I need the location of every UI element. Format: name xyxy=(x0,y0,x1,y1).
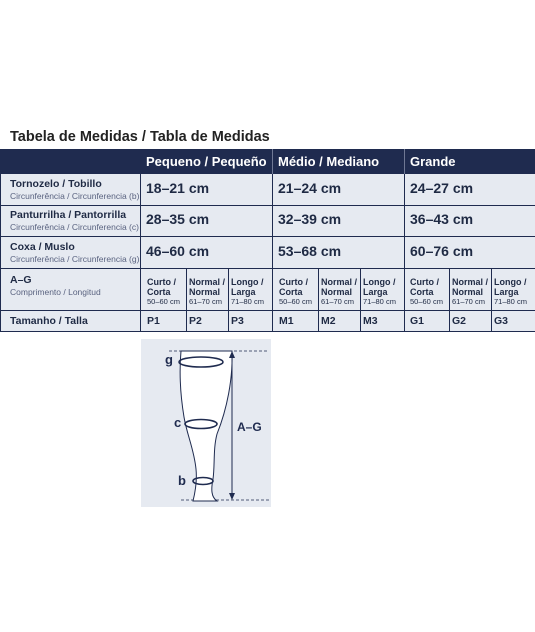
size-code: M3 xyxy=(363,315,378,327)
value-small: 28–35 cm xyxy=(146,211,210,227)
length-cell-line2: Larga xyxy=(494,287,519,297)
row-title: Panturrilha / Pantorrilla xyxy=(10,209,127,221)
length-cell xyxy=(410,277,443,307)
row-calf xyxy=(0,206,535,236)
length-cell-range: 61–70 cm xyxy=(321,297,354,306)
row-sizes xyxy=(0,311,535,331)
row-title: Tornozelo / Tobillo xyxy=(10,178,102,190)
sub-column-divider xyxy=(449,269,450,332)
row-label xyxy=(10,274,101,297)
length-cell-range: 71–80 cm xyxy=(363,297,396,306)
sub-column-divider xyxy=(228,269,229,332)
length-cell-range: 50–60 cm xyxy=(147,297,180,306)
value-medium: 53–68 cm xyxy=(278,243,342,259)
sub-column-divider xyxy=(186,269,187,332)
value-small: 46–60 cm xyxy=(146,243,210,259)
sub-column-divider xyxy=(318,269,319,332)
sub-column-divider xyxy=(360,269,361,332)
size-code: M1 xyxy=(279,315,294,327)
size-code: P3 xyxy=(231,315,244,327)
size-code: G1 xyxy=(410,315,425,327)
length-cell-line1: Curto / xyxy=(147,277,176,287)
header-divider xyxy=(404,149,405,174)
length-cell-line1: Longo / xyxy=(231,277,264,287)
length-cell-line2: Larga xyxy=(363,287,388,297)
length-cell-line1: Curto / xyxy=(410,277,439,287)
length-cell-line2: Corta xyxy=(410,287,434,297)
length-cell xyxy=(452,277,488,307)
row-label xyxy=(10,241,139,264)
row-subtitle: Circunferência / Circunferencia (b) xyxy=(10,191,140,201)
length-cell xyxy=(147,277,180,307)
length-cell-range: 61–70 cm xyxy=(452,297,485,306)
length-cell-line2: Larga xyxy=(231,287,256,297)
length-cell xyxy=(321,277,357,307)
label-ag: A–G xyxy=(237,420,262,434)
length-cell-range: 50–60 cm xyxy=(410,297,443,306)
length-cell-line1: Curto / xyxy=(279,277,308,287)
column-divider xyxy=(140,174,141,332)
sub-column-divider xyxy=(491,269,492,332)
header-medium: Médio / Mediano xyxy=(278,154,380,169)
row-title: A–G xyxy=(10,274,32,286)
row-label xyxy=(10,209,139,232)
length-cell xyxy=(231,277,264,307)
length-cell xyxy=(279,277,312,307)
label-g: g xyxy=(165,352,173,367)
value-large: 24–27 cm xyxy=(410,180,474,196)
size-code: M2 xyxy=(321,315,336,327)
size-code: G2 xyxy=(452,315,467,327)
row-title: Coxa / Muslo xyxy=(10,241,75,253)
value-small: 18–21 cm xyxy=(146,180,210,196)
length-cell-line2: Corta xyxy=(147,287,171,297)
row-label xyxy=(10,315,88,327)
row-ankle xyxy=(0,174,535,205)
length-cell-range: 71–80 cm xyxy=(231,297,264,306)
length-cell-range: 71–80 cm xyxy=(494,297,527,306)
column-divider xyxy=(404,174,405,332)
value-medium: 32–39 cm xyxy=(278,211,342,227)
row-divider xyxy=(0,331,535,332)
row-thigh xyxy=(0,237,535,268)
size-code: G3 xyxy=(494,315,509,327)
column-divider xyxy=(272,174,273,332)
value-medium: 21–24 cm xyxy=(278,180,342,196)
length-cell xyxy=(363,277,396,307)
row-subtitle: Comprimento / Longitud xyxy=(10,287,101,297)
leg-measurement-figure xyxy=(141,339,271,507)
row-label xyxy=(10,178,139,201)
row-subtitle: Circunferência / Circunferencia (c) xyxy=(10,222,139,232)
length-cell-line2: Normal xyxy=(189,287,221,297)
column-divider xyxy=(0,174,1,332)
length-cell-line2: Normal xyxy=(321,287,353,297)
length-cell-line1: Longo / xyxy=(363,277,396,287)
header-divider xyxy=(272,149,273,174)
label-b: b xyxy=(178,473,186,488)
size-code: P2 xyxy=(189,315,202,327)
length-cell-line2: Corta xyxy=(279,287,303,297)
label-c: c xyxy=(174,415,182,430)
value-large: 36–43 cm xyxy=(410,211,474,227)
table-header xyxy=(0,149,535,174)
length-cell-range: 50–60 cm xyxy=(279,297,312,306)
length-cell-line1: Normal / xyxy=(189,277,226,287)
length-arrow-bottom xyxy=(229,493,235,500)
value-large: 60–76 cm xyxy=(410,243,474,259)
length-cell xyxy=(189,277,225,307)
length-cell xyxy=(494,277,527,307)
header-large: Grande xyxy=(410,154,456,169)
row-subtitle: Circunferência / Circunferencia (g) xyxy=(10,254,140,264)
header-small: Pequeno / Pequeño xyxy=(146,154,267,169)
length-cell-line1: Normal / xyxy=(321,277,358,287)
length-cell-range: 61–70 cm xyxy=(189,297,222,306)
size-code: P1 xyxy=(147,315,160,327)
length-cell-line1: Longo / xyxy=(494,277,527,287)
leg-diagram xyxy=(141,339,271,507)
table-title: Tabela de Medidas / Tabla de Medidas xyxy=(10,129,270,145)
row-title: Tamanho / Talla xyxy=(10,315,88,327)
row-length xyxy=(0,269,535,310)
length-cell-line1: Normal / xyxy=(452,277,489,287)
length-cell-line2: Normal xyxy=(452,287,484,297)
